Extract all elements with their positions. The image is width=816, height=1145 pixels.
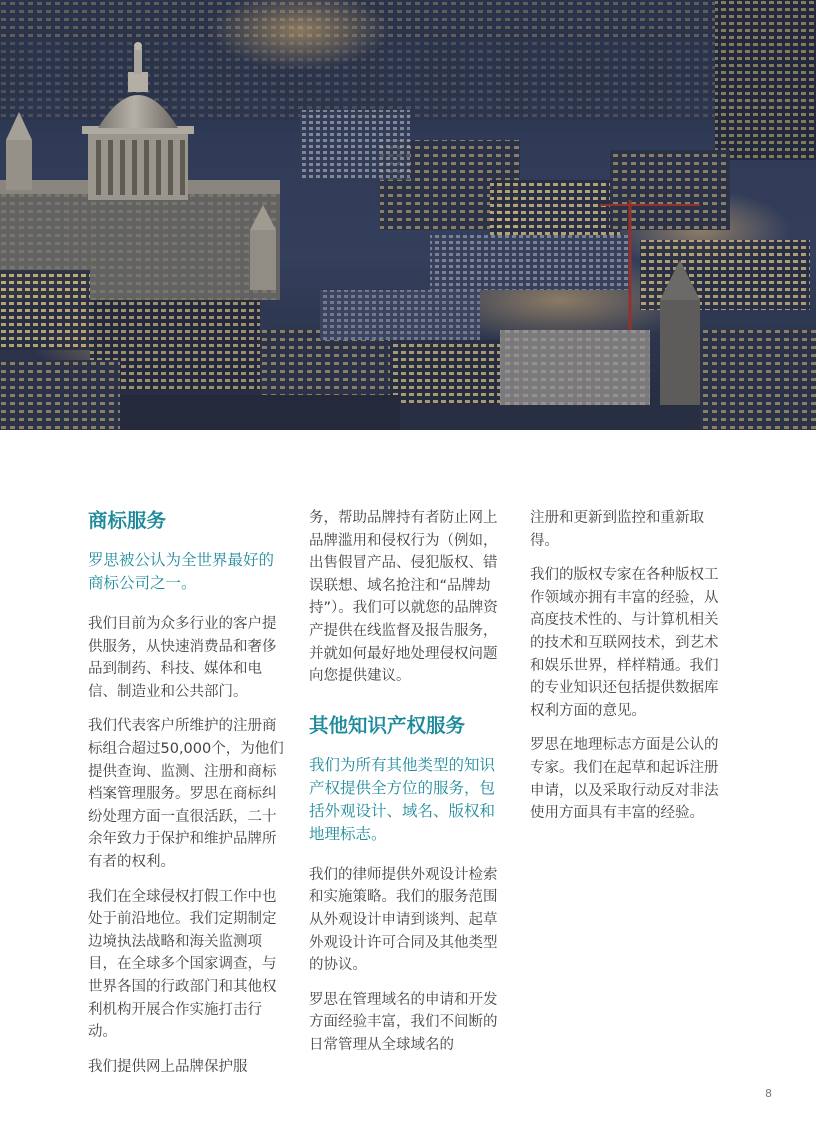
trademark-heading: 商标服务 [88,509,167,532]
copyright-paragraph: 我们的版权专家在各种版权工作领域亦拥有丰富的经验，从高度技术性的、与计算机相关的技术和互联网技术，到艺术和娱乐世界，样样精通。我们的专业知识还包括提供数据库权利方面的意见。 [530,567,719,719]
trademark-paragraph-4: 我们提供网上品牌保护服 [88,1058,248,1075]
trademark-lead: 罗思被公认为全世界最好的商标公司之一。 [88,551,275,592]
trademark-paragraph-1: 我们目前为众多行业的客户提供服务，从快速消费品和奢侈品到制药、科技、媒体和电信、制造业和公共部门。 [88,616,277,700]
column-other-ip [309,507,505,1069]
hero-photo [0,0,816,430]
column-trademark [88,507,284,1090]
city-night-illustration [0,0,816,430]
domain-paragraph: 罗思在管理域名的申请和开发方面经验丰富，我们不间断的日常管理从全球域名的 [309,991,498,1053]
trademark-paragraph-2: 我们代表客户所维护的注册商标组合超过50,000个，为他们提供查询、监测、注册和商标档案管理服务。罗思在商标纠纷处理方面一直很活跃，二十余年致力于保护和维护品牌所有者的权利。 [88,718,284,870]
other-ip-lead: 我们为所有其他类型的知识产权提供全方位的服务，包括外观设计、域名、版权和地理标志。 [309,755,496,843]
page-number: 8 [765,1087,772,1100]
design-paragraph: 我们的律师提供外观设计检索和实施策略。我们的服务范围从外观设计申请到谈判、起草外观设计许可合同及其他类型的协议。 [309,866,498,974]
domain-continued-paragraph: 注册和更新到监控和重新取得。 [530,510,704,549]
column-continued [530,507,726,837]
brand-protection-paragraph: 务，帮助品牌持有者防止网上品牌滥用和侵权行为（例如，出售假冒产品、侵犯版权、错误联想、域名抢注和“品牌劫持”）。我们可以就您的品牌资产提供在线监督及报告服务，并就如何最好地处理侵权问题向您提供建议。 [309,510,498,685]
trademark-paragraph-3: 我们在全球侵权打假工作中也处于前沿地位。我们定期制定边境执法战略和海关监测项目，在全球多个国家调查，与世界各国的行政部门和其他权利机构开展合作实施打击行动。 [88,888,277,1041]
geographical-indication-paragraph: 罗思在地理标志方面是公认的专家。我们在起草和起诉注册申请，以及采取行动反对非法使用方面具有丰富的经验。 [530,737,719,822]
other-ip-heading: 其他知识产权服务 [309,713,466,737]
